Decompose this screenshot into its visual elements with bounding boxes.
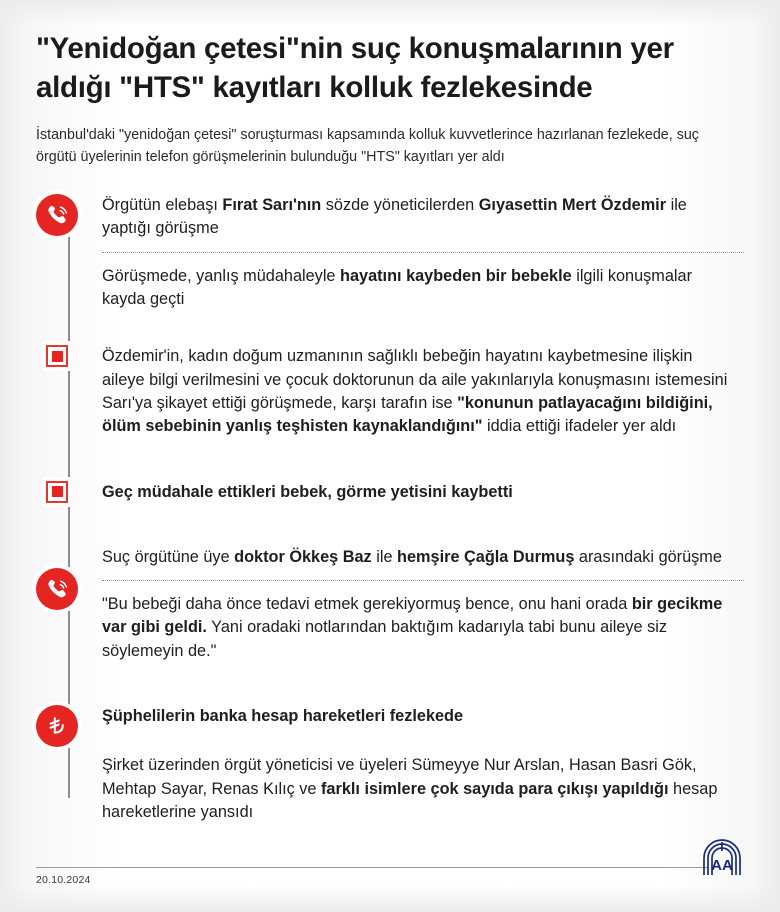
run-text: iddia ettiği ifadeler yer aldı	[482, 417, 677, 436]
run-text-bold: Gıyasettin Mert Özdemir	[478, 196, 667, 215]
run-text: "Bu bebeği daha önce tedavi etmek gerekiyormuş bence, onu hani orada	[102, 595, 632, 614]
run-text: Özdemir'in, kadın doğum uzmanının sağlıklı bebeğin hayatını kaybetmesine ilişkin aileye bilgi verilmesini ve çocuk doktorunun da aile yakınlarıyla konuşmasını istemesini Sarı'ya şikayet ettiği görüşmede, karşı tarafın ise	[102, 347, 728, 412]
run-text-names: Sümeyye Nur Arslan, Hasan Basri Gök, Mehtap Sayar, Renas Kılıç	[102, 756, 697, 798]
dotted-divider	[102, 580, 744, 581]
run-text-bold: Fırat Sarı'nın	[222, 196, 322, 215]
timeline-paragraph	[102, 481, 738, 504]
timeline-item	[102, 345, 744, 438]
page-title: "Yenidoğan çetesi"nin suç konuşmalarının yer aldığı "HTS" kayıtları kolluk fezlekesinde	[36, 32, 674, 104]
aa-logo	[700, 839, 744, 882]
spacer	[102, 663, 744, 705]
run-text-bold: Geç müdahale ettikleri bebek, görme yetisini kaybetti	[102, 482, 513, 501]
timeline-item	[102, 705, 744, 824]
spacer	[102, 728, 744, 754]
timeline-paragraph	[102, 705, 738, 728]
run-text: sözde yöneticilerden	[321, 196, 479, 215]
page-standfirst: İstanbul'daki "yenidoğan çetesi" soruşturması kapsamında kolluk kuvvetlerince hazırlanan fezlekede, suç örgütü üyelerinin telefon görüşmelerinin bulunduğu "HTS" kayıtları yer aldı	[36, 126, 699, 166]
timeline-item	[102, 481, 744, 504]
run-text: Şirket üzerinden örgüt yöneticisi ve üyeleri	[102, 756, 412, 775]
run-text-bold: hayatını kaybeden bir bebekle	[340, 266, 572, 285]
run-text-bold: hemşire Çağla Durmuş	[397, 547, 575, 566]
aa-logo-text: AA	[711, 857, 733, 874]
footer-divider	[36, 867, 708, 868]
run-text-bold: bir gecikme var gibi geldi.	[102, 595, 723, 637]
phone-ringing-icon	[36, 568, 78, 610]
timeline-paragraph	[102, 194, 738, 241]
square-bullet-icon	[46, 345, 68, 367]
timeline-paragraph	[102, 593, 738, 663]
spacer	[102, 504, 744, 546]
dotted-divider	[102, 252, 744, 253]
footer	[36, 857, 744, 886]
timeline-item	[102, 546, 744, 663]
timeline	[36, 194, 744, 824]
timeline-item	[102, 194, 744, 311]
run-text: arasındaki görüşme	[574, 547, 722, 566]
timeline-paragraph	[102, 546, 738, 569]
run-text-bold: doktor Ökkeş Baz	[234, 547, 372, 566]
timeline-paragraph	[102, 345, 738, 438]
run-text: Görüşmede, yanlış müdahaleyle	[102, 266, 341, 285]
run-text: ile yaptığı görüşme	[102, 196, 687, 238]
timeline-paragraph	[102, 754, 738, 824]
run-text: ile	[371, 547, 398, 566]
run-text-bold: Şüphelilerin banka hesap hareketleri fezlekede	[102, 707, 464, 726]
publication-date: 20.10.2024	[36, 874, 91, 886]
run-text: hesap hareketlerine yansıdı	[102, 779, 718, 821]
turkish-lira-icon	[36, 705, 78, 747]
run-text-bold: farklı isimlere çok sayıda para çıkışı yapıldığı	[321, 779, 669, 798]
run-text: Suç örgütüne üye	[102, 547, 235, 566]
timeline-paragraph	[102, 265, 738, 312]
spacer	[102, 439, 744, 481]
square-bullet-icon	[46, 481, 68, 503]
spacer	[102, 311, 744, 345]
run-text: ve	[294, 779, 322, 798]
run-text: ilgili konuşmalar kayda geçti	[102, 266, 693, 309]
phone-ringing-icon	[36, 194, 78, 236]
run-text-bold: "konunun patlayacağını bildiğini, ölüm sebebinin yanlış teşhisten kaynaklandığını"	[102, 393, 713, 436]
run-text: Yani oradaki notlarından baktığım kadarıyla tabi bunu aileye siz söylemeyin de."	[102, 618, 668, 660]
run-text: Örgütün elebaşı	[102, 196, 223, 215]
